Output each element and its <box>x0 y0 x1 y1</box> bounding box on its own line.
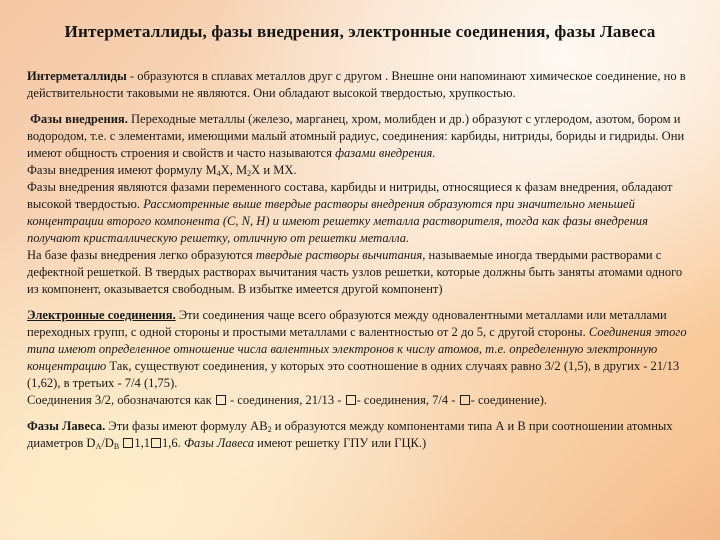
placeholder-glyph-icon <box>216 395 226 405</box>
slide-body <box>27 68 695 452</box>
term-laves-phases: Фазы Лавеса. <box>27 419 106 433</box>
paragraph-intermetallides: Интерметаллиды - образуются в сплавах металлов друг с другом . Внешне они напоминают химическое соединение, но в действительности таковыми не являются. Они обладают высокой твердостью, хрупкостью. <box>27 69 686 100</box>
term-electron-compounds: Электронные соединения. <box>27 308 176 322</box>
placeholder-glyph-icon <box>460 395 470 405</box>
term-intermetallides: Интерметаллиды <box>27 69 127 83</box>
placeholder-glyph-icon <box>151 438 161 448</box>
paragraph-interstitial-phases: Фазы внедрения. Переходные металлы (железо, марганец, хром, молибден и др.) образуют с углеродом, азотом, бором и водородом, т.е. с элементами, имеющими малый атомный радиус, соединения: карбиды, нитриды, бориды и гидриды. Они имеют общность строения и свойств и часто называются фазами внедрения. Фазы внедрения имеют формулу $М_4Х$, $М_2Х$ и МХ. Фазы внедрения являются фазами переменного состава, карбиды и нитриды, относящиеся к фазам внедрения, обладают высокой твердостью. Рассмотренные выше твердые растворы внедрения образуются при значительно меньшей концентрации второго компонента (С, N, Н) и имеют решетку металла растворителя, тогда как фазы внедрения получают кристаллическую решетку, отличную от решетки металла. На базе фазы внедрения легко образуются твердые растворы вычитания, называемые иногда твердыми растворами с дефектной решеткой. В твердых растворах вычитания часть узлов решетки, которые должны быть заняты атомами одного из компонент, оказывается свободным. В избытке имеется другой компонент) <box>27 112 685 296</box>
placeholder-glyph-icon <box>346 395 356 405</box>
term-interstitial-phases: Фазы внедрения. <box>30 112 128 126</box>
placeholder-glyph-icon <box>123 438 133 448</box>
paragraph-laves-phases: Фазы Лавеса. Эти фазы имеют формулу $АВ_2$ и образуются между компонентами типа А и В при соотношении атомных диаметров $D_A/D_B$ 1,1 1,6. Фазы Лавеса имеют решетку ГПУ или ГЦК.) <box>27 419 673 451</box>
paragraph-electron-compounds: Электронные соединения. Эти соединения чаще всего образуются между одновалентными металлами или металлами переходных групп, с одной стороны и простыми металлами с валентностью от 2 до 5, с другой стороны. Соединения этого типа имеют определенное отношение числа валентных электронов к числу атомов, т.е. определенную электронную концентрацию Так, существуют соединения, у которых это соотношение в одних случаях равно 3/2 (1,5), в других - 21/13 (1,62), в третьих - 7/4 (1,75). Соединения 3/2, обозначаются как - соединения, 21/13 - - соединения, 7/4 - - соединение). <box>27 308 687 407</box>
slide-title: Интерметаллиды, фазы внедрения, электронные соединения, фазы Лавеса <box>64 22 656 41</box>
